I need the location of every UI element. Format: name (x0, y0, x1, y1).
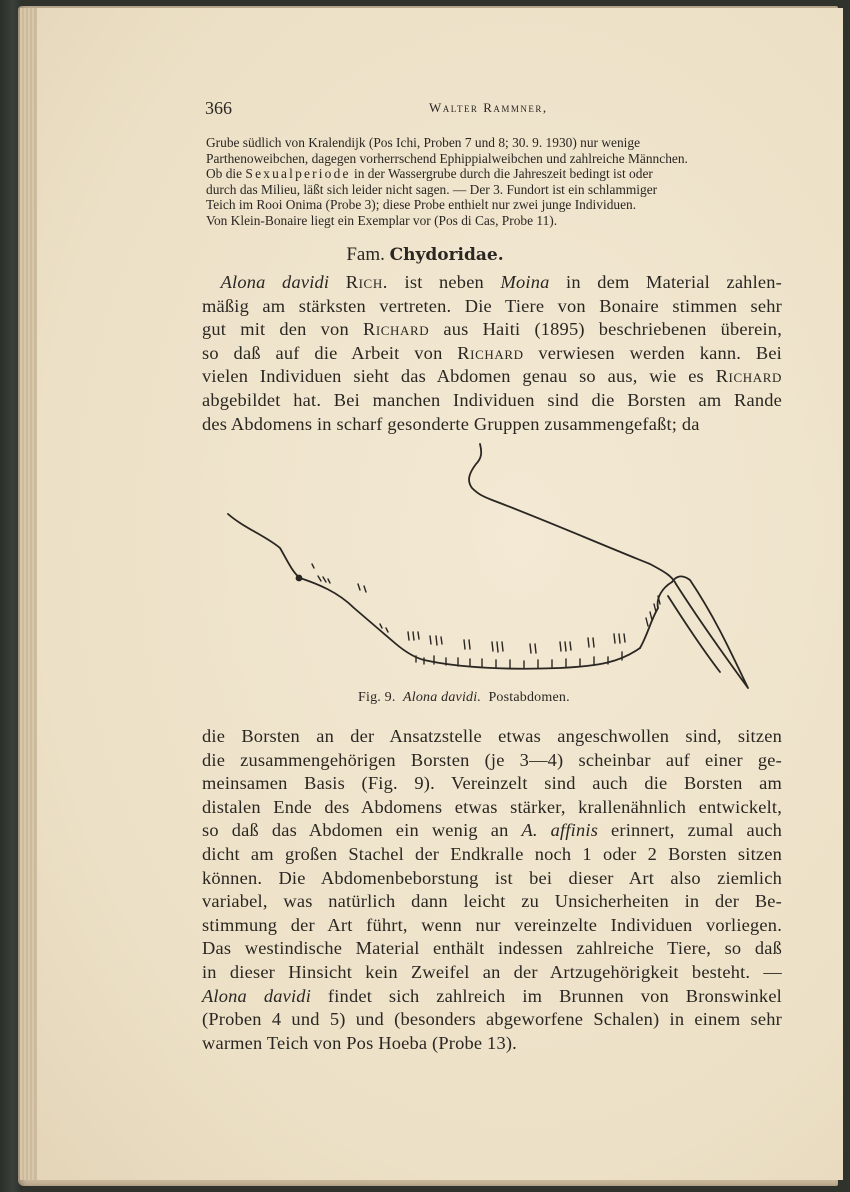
text-line: können. Die Abdomenbeborstung ist bei dieser Art also ziemlich (202, 867, 782, 888)
species-name: Alona davidi (220, 272, 330, 292)
text-line (202, 985, 782, 1009)
text-line (206, 166, 778, 182)
anal-marker (297, 576, 302, 581)
text-line: dicht am großen Stachel der Endkralle noch 1 oder 2 Borsten sitzen (202, 843, 782, 864)
text-run: erinnert, zumal auch (598, 820, 782, 841)
text-run: aus Haiti (1895) beschriebenen überein, (429, 319, 782, 340)
page-header (205, 98, 775, 122)
text-run: so daß auf die Arbeit von (202, 342, 458, 363)
text-run: in der Wassergrube durch die Jahreszeit bedingt ist oder (350, 166, 653, 182)
species-name: A. affinis (521, 820, 599, 841)
ventral-outline (228, 514, 640, 669)
claw-spine (668, 596, 720, 672)
text-line (202, 318, 782, 342)
text-line: variabel, was natürlich dann leicht zu Unsicherheiten in der Be- (202, 891, 782, 912)
section-prefix: Fam. (346, 244, 385, 265)
paragraph-1 (202, 271, 782, 436)
text-line (202, 819, 782, 843)
author-name: Richard (457, 342, 524, 363)
intro-small-text (206, 135, 778, 229)
text-line (202, 271, 782, 295)
text-line: warmen Teich von Pos Hoeba (Probe 13). (202, 1032, 517, 1053)
text-line: in dieser Hinsicht kein Zweifel an der Artzugehörigkeit besteht. — (202, 961, 782, 982)
postabdomen-drawing (220, 436, 765, 696)
text-line: durch das Milieu, läßt sich leider nicht sagen. — Der 3. Fundort ist ein schlammiger (206, 181, 658, 197)
text-run: ist neben (388, 272, 501, 292)
text-line: abgebildet hat. Bei manchen Individuen sind die Borsten am Rande (202, 389, 782, 410)
text-run: vielen Individuen sieht das Abdomen genau so aus, wie es (202, 366, 716, 387)
section-heading (0, 244, 850, 266)
running-head: Walter Rammner, (429, 100, 548, 115)
text-line: distalen Ende des Abdomens etwas stärker, krallenähnlich entwickelt, (202, 796, 782, 817)
author-name: Rich. (345, 272, 389, 292)
genus-name: Moina (500, 272, 550, 292)
figure-caption (358, 690, 570, 706)
text-line: mäßig am stärksten vertreten. Die Tiere von Bonaire stimmen sehr (202, 295, 782, 316)
text-line: Von Klein-Bonaire liegt ein Exemplar vor (Pos di Cas, Probe 11). (206, 212, 558, 228)
text-line: stimmung der Art führt, wenn nur vereinzelte Individuen vorliegen. (202, 914, 782, 935)
text-run: findet sich zahlreich im Brunnen von Bronswinkel (311, 985, 782, 1006)
text-line (202, 365, 782, 389)
text-line: die zusammengehörigen Borsten (je 3—4) scheinbar auf einer ge- (202, 749, 782, 770)
text-line (202, 342, 782, 366)
figure-postabdomen (220, 436, 765, 696)
text-line: Grube südlich von Kralendijk (Pos Ichi, Proben 7 und 8; 30. 9. 1930) nur wenige (206, 135, 641, 150)
text-run: so daß das Abdomen ein wenig an (202, 820, 522, 841)
text-run: Ob die (206, 166, 246, 182)
text-line: Das westindische Material enthält indessen zahlreiche Tiere, so daß (202, 938, 782, 959)
terminal-claw (672, 576, 748, 688)
page-number: 366 (205, 98, 232, 118)
text-line: (Proben 4 und 5) und (besonders abgeworfene Schalen) in einem sehr (202, 1009, 782, 1030)
paragraph-2 (202, 725, 782, 1055)
text-run: in dem Material zahlen- (549, 272, 782, 292)
author-name: Richard (715, 366, 782, 387)
dorsal-outline (469, 444, 676, 584)
text-line: Teich im Rooi Onima (Probe 3); diese Probe enthielt nur zwei junge Individuen. (206, 197, 637, 213)
text-run: verwiesen werden kann. Bei (523, 342, 782, 363)
text-run: gut mit den von (202, 319, 363, 340)
family-name: Chydoridae. (389, 245, 504, 265)
text-line: meinsamen Basis (Fig. 9). Vereinzelt sind auch die Borsten am (202, 773, 782, 794)
species-name: Alona davidi (202, 985, 312, 1006)
text-line: des Abdomens in scharf gesonderte Gruppen zusammengefaßt; da (202, 413, 700, 434)
text-line: Parthenoweibchen, dagegen vorherrschend Ephippialweibchen und zahlreiche Männchen. (206, 150, 688, 166)
spaced-term: Sexualperiode (245, 166, 351, 182)
distal-lobe (640, 582, 672, 648)
author-name: Richard (362, 319, 430, 340)
text-line: die Borsten an der Ansatzstelle etwas angeschwollen sind, sitzen (202, 726, 782, 746)
caption-species: Alona davidi. (402, 690, 482, 705)
caption-label: Fig. 9. (358, 690, 396, 705)
caption-part: Postabdomen. (488, 690, 570, 705)
